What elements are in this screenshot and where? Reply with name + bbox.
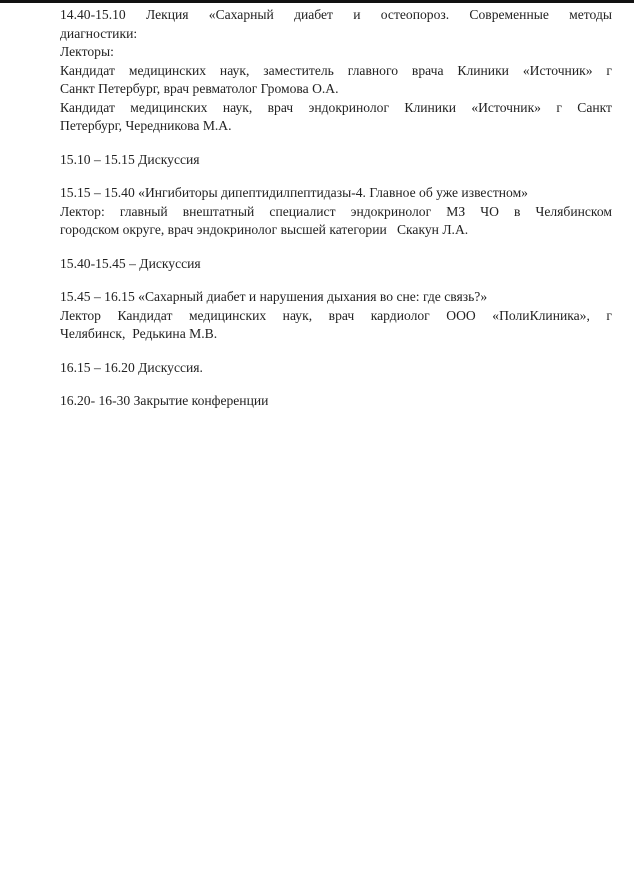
text-line: городском округе, врач эндокринолог высшей категории Скакун Л.А. bbox=[60, 222, 469, 237]
text-line: 15.15 – 15.40 «Ингибиторы дипептидилпептидазы-4. Главное об уже известном» bbox=[60, 185, 528, 200]
text-line: Лектор: главный внештатный специалист эндокринолог МЗ ЧО в Челябинском bbox=[60, 203, 612, 219]
program-item-discussion bbox=[60, 359, 612, 378]
text-line: Кандидат медицинских наук, заместитель главного врача Клиники «Источник» г bbox=[60, 62, 612, 78]
text-line: Челябинск, Редькина М.В. bbox=[60, 326, 218, 341]
top-border bbox=[0, 0, 634, 3]
program-item-lecture-osteoporosis bbox=[60, 6, 612, 136]
text-line: 14.40-15.10 Лекция «Сахарный диабет и остеопороз. Современные методы bbox=[60, 7, 612, 22]
program-item-lecture-sleep bbox=[60, 288, 612, 344]
program-item-closing bbox=[60, 392, 612, 411]
document-page bbox=[60, 6, 612, 426]
program-item-lecture-dpp4 bbox=[60, 184, 612, 240]
program-item-discussion bbox=[60, 151, 612, 170]
text-line: 15.45 – 16.15 «Сахарный диабет и нарушения дыхания во сне: где связь?» bbox=[60, 289, 488, 304]
text-line: диагностики: bbox=[60, 25, 138, 41]
text-line: Санкт Петербург, врач ревматолог Громова О.А. bbox=[60, 81, 339, 96]
text-line: 15.10 – 15.15 Дискуссия bbox=[60, 151, 200, 167]
text-line: 16.20- 16-30 Закрытие конференции bbox=[60, 393, 269, 408]
text-line: 15.40-15.45 – Дискуссия bbox=[60, 255, 201, 271]
text-line: Кандидат медицинских наук, врач эндокринолог Клиники «Источник» г Санкт bbox=[60, 99, 612, 115]
text-line: Лектор Кандидат медицинских наук, врач кардиолог ООО «ПолиКлиника», г bbox=[60, 307, 612, 323]
program-item-discussion bbox=[60, 255, 612, 274]
text-line: Петербург, Чередникова М.А. bbox=[60, 118, 232, 133]
text-line: Лекторы: bbox=[60, 44, 114, 59]
text-line: 16.15 – 16.20 Дискуссия. bbox=[60, 359, 203, 375]
